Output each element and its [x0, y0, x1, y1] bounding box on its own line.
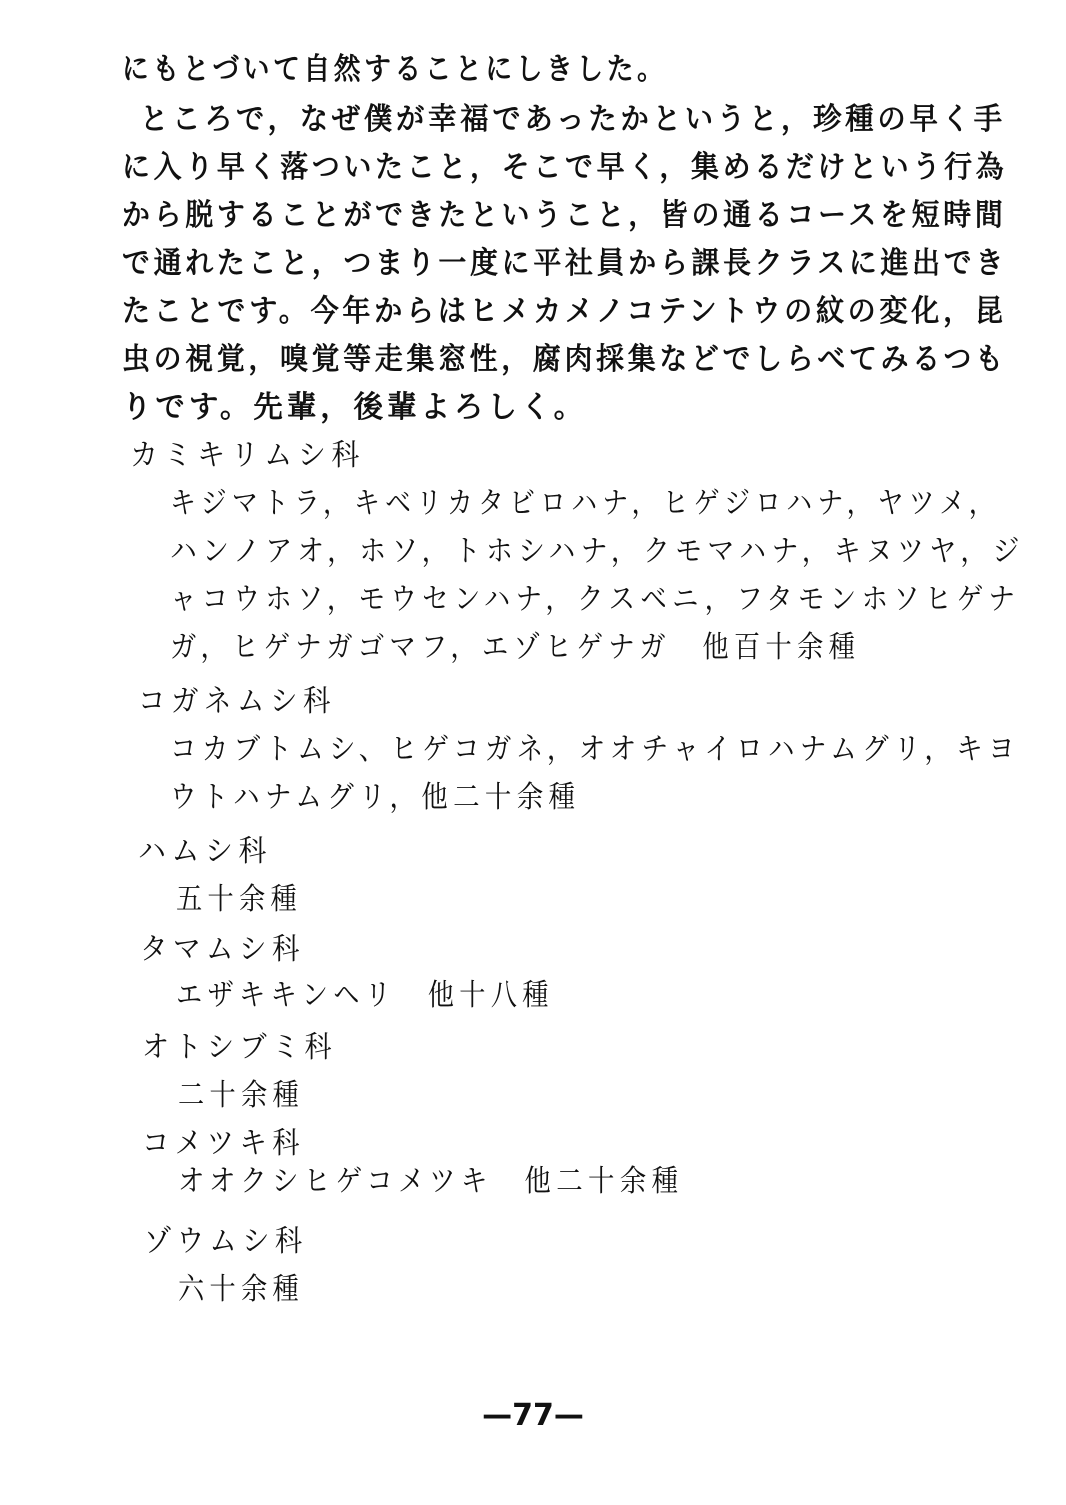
species-line: 六十余種: [178, 1272, 304, 1307]
family-heading: ハムシ科: [138, 834, 272, 869]
species-line: ウトハナムグリ，他二十余種: [170, 780, 581, 815]
species-line: オオクシヒゲコメツキ 他二十余種: [178, 1164, 684, 1199]
family-heading: コメツキ科: [142, 1126, 306, 1161]
family-heading: コガネムシ科: [138, 684, 336, 719]
paragraph-line: で通れたこと，つまり一度に平社員から課長クラスに進出でき: [122, 246, 1008, 281]
species-line: ハンノアオ，ホソ，トホシハナ，クモマハナ，キヌツヤ，ジ: [170, 534, 1025, 569]
paragraph-line: にもとづいて自然することにしきした。: [122, 52, 668, 87]
family-heading: カミキリムシ科: [130, 438, 365, 473]
page-number: —77—: [482, 1398, 584, 1433]
species-line: キジマトラ，キベリカタビロハナ，ヒゲジロハナ，ヤツメ，: [170, 486, 1000, 521]
family-heading: オトシブミ科: [142, 1030, 337, 1065]
species-line: 二十余種: [178, 1078, 304, 1113]
species-line: エザキキンヘリ 他十八種: [176, 978, 554, 1013]
species-line: ャコウホソ，モウセンハナ，クスベニ，フタモンホソヒゲナ: [170, 582, 1021, 617]
family-heading: ゾウムシ科: [144, 1224, 308, 1259]
species-line: ガ，ヒゲナガゴマフ，エゾヒゲナガ 他百十余種: [170, 630, 861, 665]
paragraph-line: から脱することができたということ，皆の通るコースを短時間: [122, 198, 1007, 233]
paragraph-line: ところで，なぜ僕が幸福であったかというと，珍種の早く手: [140, 102, 1006, 137]
paragraph-line: りです。先輩，後輩よろしく。: [122, 390, 587, 425]
family-heading: タマムシ科: [140, 932, 305, 967]
paragraph-line: に入り早く落ついたこと，そこで早く，集めるだけという行為: [122, 150, 1008, 185]
paragraph-line: 虫の視覚，嗅覚等走集窓性，腐肉採集などでしらべてみるつも: [122, 342, 1007, 377]
paragraph-line: たことです。今年からはヒメカメノコテントウの紋の変化，昆: [122, 294, 1007, 329]
species-line: コカブトムシ、ヒゲコガネ，オオチャイロハナムグリ，キヨ: [170, 732, 1020, 767]
species-line: 五十余種: [176, 882, 302, 917]
